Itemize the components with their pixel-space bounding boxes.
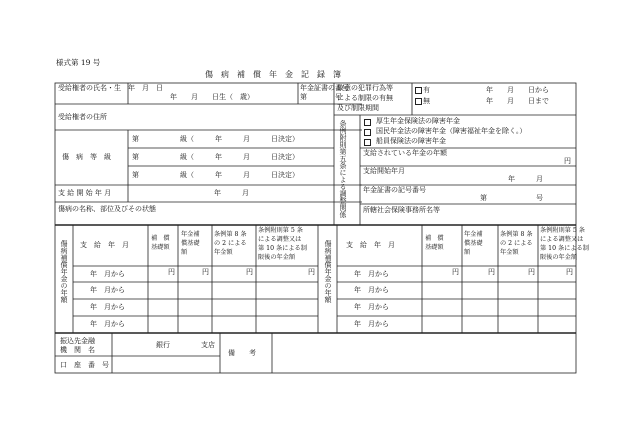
header-adj-3: 第 10 条による制: [258, 245, 307, 252]
recipient-name-label: 受給権者の氏名・生 年 月 日: [58, 84, 163, 92]
yen-unit: 円: [566, 268, 573, 276]
restriction-yes-label: 有: [423, 86, 430, 94]
table-row-period[interactable]: 年 月から: [90, 270, 125, 278]
header-art8-1: 条例第 8 条: [214, 231, 247, 238]
header-annual-1: 年金補: [464, 231, 483, 238]
start-date-field[interactable]: 年 月: [214, 189, 249, 197]
yen-unit: 円: [246, 268, 253, 276]
restriction-no-label: 無: [423, 97, 430, 105]
header-annual-1: 年金補: [181, 231, 200, 238]
header-annual-2: 償基礎: [464, 240, 483, 247]
option-1-checkbox[interactable]: [364, 119, 371, 126]
table-row-period[interactable]: 年 月から: [354, 270, 389, 278]
option-2-label: 国民年金法の障害年金（障害福祉年金を除く。）: [376, 127, 527, 135]
table-row-period[interactable]: 年 月から: [354, 320, 389, 328]
header-art8-3: 年金額: [500, 249, 519, 256]
table-side-label-left: 傷病補償年金の年額: [60, 240, 68, 303]
restriction-yes-checkbox[interactable]: [415, 87, 422, 94]
table-row-period[interactable]: 年 月から: [90, 320, 125, 328]
header-art8-1: 条例第 8 条: [500, 231, 533, 238]
supp-start-value[interactable]: 年 月: [508, 175, 543, 183]
yen-unit: 円: [168, 268, 175, 276]
grade-row-1[interactable]: 級（ 年 月 日決定）: [180, 135, 299, 143]
supplementary-title: 条例附則第五条による調整関係: [339, 120, 347, 218]
address-label: 受給権者の住所: [58, 113, 107, 121]
header-art8-3: 年金額: [214, 249, 233, 256]
bank-label-2: 機 関 名: [60, 346, 95, 354]
header-period: 支 給 年 月: [80, 241, 129, 249]
yen-unit: 円: [528, 268, 535, 276]
certificate-number-label: 年金証書の番号: [300, 84, 349, 92]
restriction-from-date[interactable]: 年 月 日から: [486, 86, 549, 94]
grade-row-2[interactable]: 級（ 年 月 日決定）: [180, 153, 299, 161]
header-annual-3: 額: [181, 249, 188, 256]
start-date-label: 支 給 開 始 年 月: [58, 189, 112, 197]
restriction-to-date[interactable]: 年 月 日まで: [486, 97, 549, 105]
cert-symbol-value[interactable]: 第 号: [480, 194, 543, 202]
cert-symbol-label: 年金証書の記号番号: [363, 186, 426, 194]
restriction-no-checkbox[interactable]: [415, 98, 422, 105]
header-adj-3: 第 10 条による制: [540, 245, 589, 252]
remarks-label: 備 考: [228, 349, 256, 357]
header-adj-2: による調整又は: [540, 236, 584, 243]
option-2-checkbox[interactable]: [364, 129, 371, 136]
restriction-label-3: 及び制限期間: [337, 104, 379, 112]
branch-name-field[interactable]: 支店: [201, 341, 215, 349]
supp-start-label: 支給開始年月: [363, 167, 405, 175]
pension-amount-yen: 円: [564, 157, 571, 165]
office-label: 所轄社会保険事務所名等: [363, 206, 440, 214]
restriction-label-2: による制限の有無: [337, 94, 393, 102]
yen-unit: 円: [452, 268, 459, 276]
header-adj-4: 限後の年金額: [258, 254, 296, 261]
option-3-checkbox[interactable]: [364, 139, 371, 146]
header-base-1: 補 償: [425, 235, 444, 242]
header-annual-2: 償基礎: [181, 240, 200, 247]
header-period: 支 給 年 月: [346, 241, 395, 249]
header-adj-1: 条例附則第 5 条: [540, 227, 585, 234]
grade-row-prefix: 第: [132, 153, 139, 161]
grade-row-prefix: 第: [132, 135, 139, 143]
header-art8-2: の 2 による: [500, 240, 533, 247]
header-art8-2: の 2 による: [214, 240, 247, 247]
certificate-number-field[interactable]: 第 号: [300, 93, 342, 101]
table-row-period[interactable]: 年 月から: [354, 286, 389, 294]
yen-unit: 円: [488, 268, 495, 276]
header-adj-1: 条例附則第 5 条: [258, 227, 303, 234]
bank-label-1: 振込先金融: [60, 337, 95, 345]
grade-row-3[interactable]: 級（ 年 月 日決定）: [180, 171, 299, 179]
header-base-1: 補 償: [151, 235, 170, 242]
table-side-label-right: 傷病補償年金の年額: [324, 240, 332, 303]
form-number: 様式第 19 号: [56, 58, 101, 67]
restriction-label-1: 故意の犯罪行為等: [337, 84, 393, 92]
grade-row-prefix: 第: [132, 171, 139, 179]
header-adj-2: による調整又は: [258, 236, 302, 243]
injury-name-label: 傷病の名称、部位及びその状態: [58, 205, 156, 213]
birth-date-field[interactable]: 年 月 日生（ 歳）: [170, 93, 254, 101]
header-base-2: 基礎額: [425, 244, 444, 251]
option-1-label: 厚生年金保険法の障害年金: [376, 117, 460, 125]
page-title: 傷 病 補 償 年 金 記 録 簿: [205, 70, 341, 79]
account-number-label: 口 座 番 号: [60, 361, 109, 369]
header-base-2: 基礎額: [151, 244, 170, 251]
pension-amount-label: 支給されている年金の年額: [363, 149, 447, 157]
table-row-period[interactable]: 年 月から: [90, 303, 125, 311]
yen-unit: 円: [308, 268, 315, 276]
table-row-period[interactable]: 年 月から: [354, 303, 389, 311]
header-adj-4: 限後の年金額: [540, 254, 578, 261]
yen-unit: 円: [202, 268, 209, 276]
table-row-period[interactable]: 年 月から: [90, 286, 125, 294]
bank-name-field[interactable]: 銀行: [156, 341, 170, 349]
header-annual-3: 額: [464, 249, 471, 256]
injury-grade-label: 傷 病 等 級: [62, 153, 111, 161]
option-3-label: 船員保険法の障害年金: [376, 137, 446, 145]
